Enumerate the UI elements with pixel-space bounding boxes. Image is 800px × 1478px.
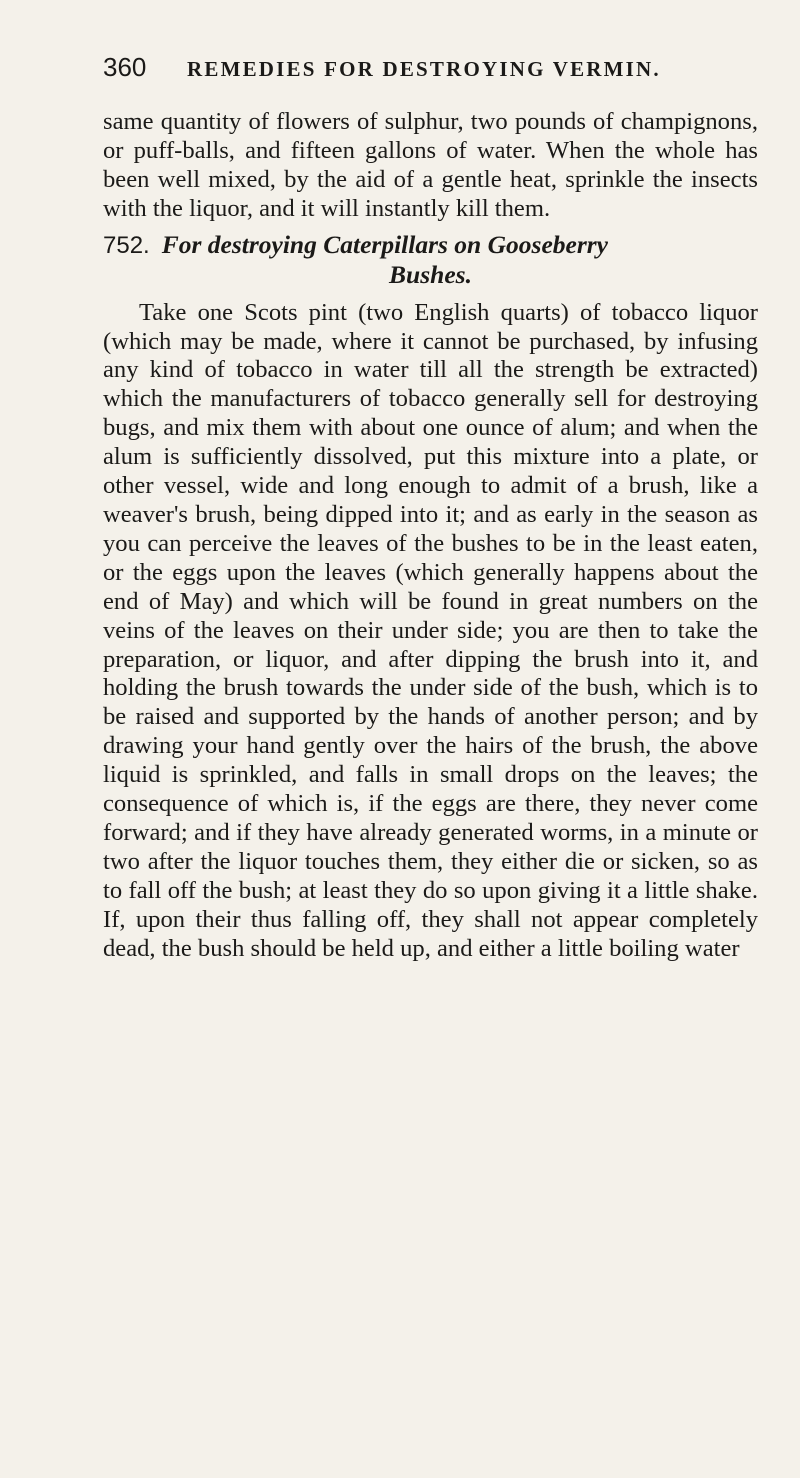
section-title-line-2: Bushes. [389,259,472,289]
section-paragraph: Take one Scots pint (two English quarts) of tobacco liquor (which may be made, where it cannot be purchased, by infusing any kind of tobacco in water till all the strength be extracted) which the manufacturers of tobacco generally sell for destroying bugs, and mix them with about one ounce of alum; and when the alum is sufficiently dissolved, put this mixture into a plate, or other vessel, wide and long enough to admit of a brush, like a weaver's brush, being dipped into it; and as early in the season as you can perceive the leaves of the bushes to be in the least eaten, or the eggs upon the leaves (which generally happens about the end of May) and which will be found in great numbers on the veins of the leaves on their under side; you are then to take the preparation, or liquor, and after dipping the brush into it, and holding the brush towards the under side of the bush, which is to be raised and supported by the hands of another person; and by drawing your hand gently over the hairs of the brush, the above liquid is sprinkled, and falls in small drops on the leaves; the consequence of which is, if the eggs are there, they never come forward; and if they have already generated worms, in a minute or two after the liquor touches them, they either die or sicken, so as to fall off the bush; at least they do so upon giving it a little shake. If, upon their thus falling off, they shall not appear completely dead, the bush should be held up, and either a little boiling water [103,298,758,962]
section-number: 752. [103,231,150,259]
section-heading [103,230,758,289]
page-number: 360 [103,52,147,82]
running-header [103,52,758,94]
continued-paragraph: same quantity of flowers of sulphur, two pounds of champignons, or puff-balls, and fifteen gallons of water. When the whole has been well mixed, by the aid of a gentle heat, sprinkle the insects with the liquor, and it will instantly kill them. [103,108,758,222]
section-title-line-1: For destroying Caterpillars on Gooseberry [161,229,608,259]
section-heading-line-1 [103,230,758,260]
running-title: REMEDIES FOR DESTROYING VERMIN. [187,57,661,81]
